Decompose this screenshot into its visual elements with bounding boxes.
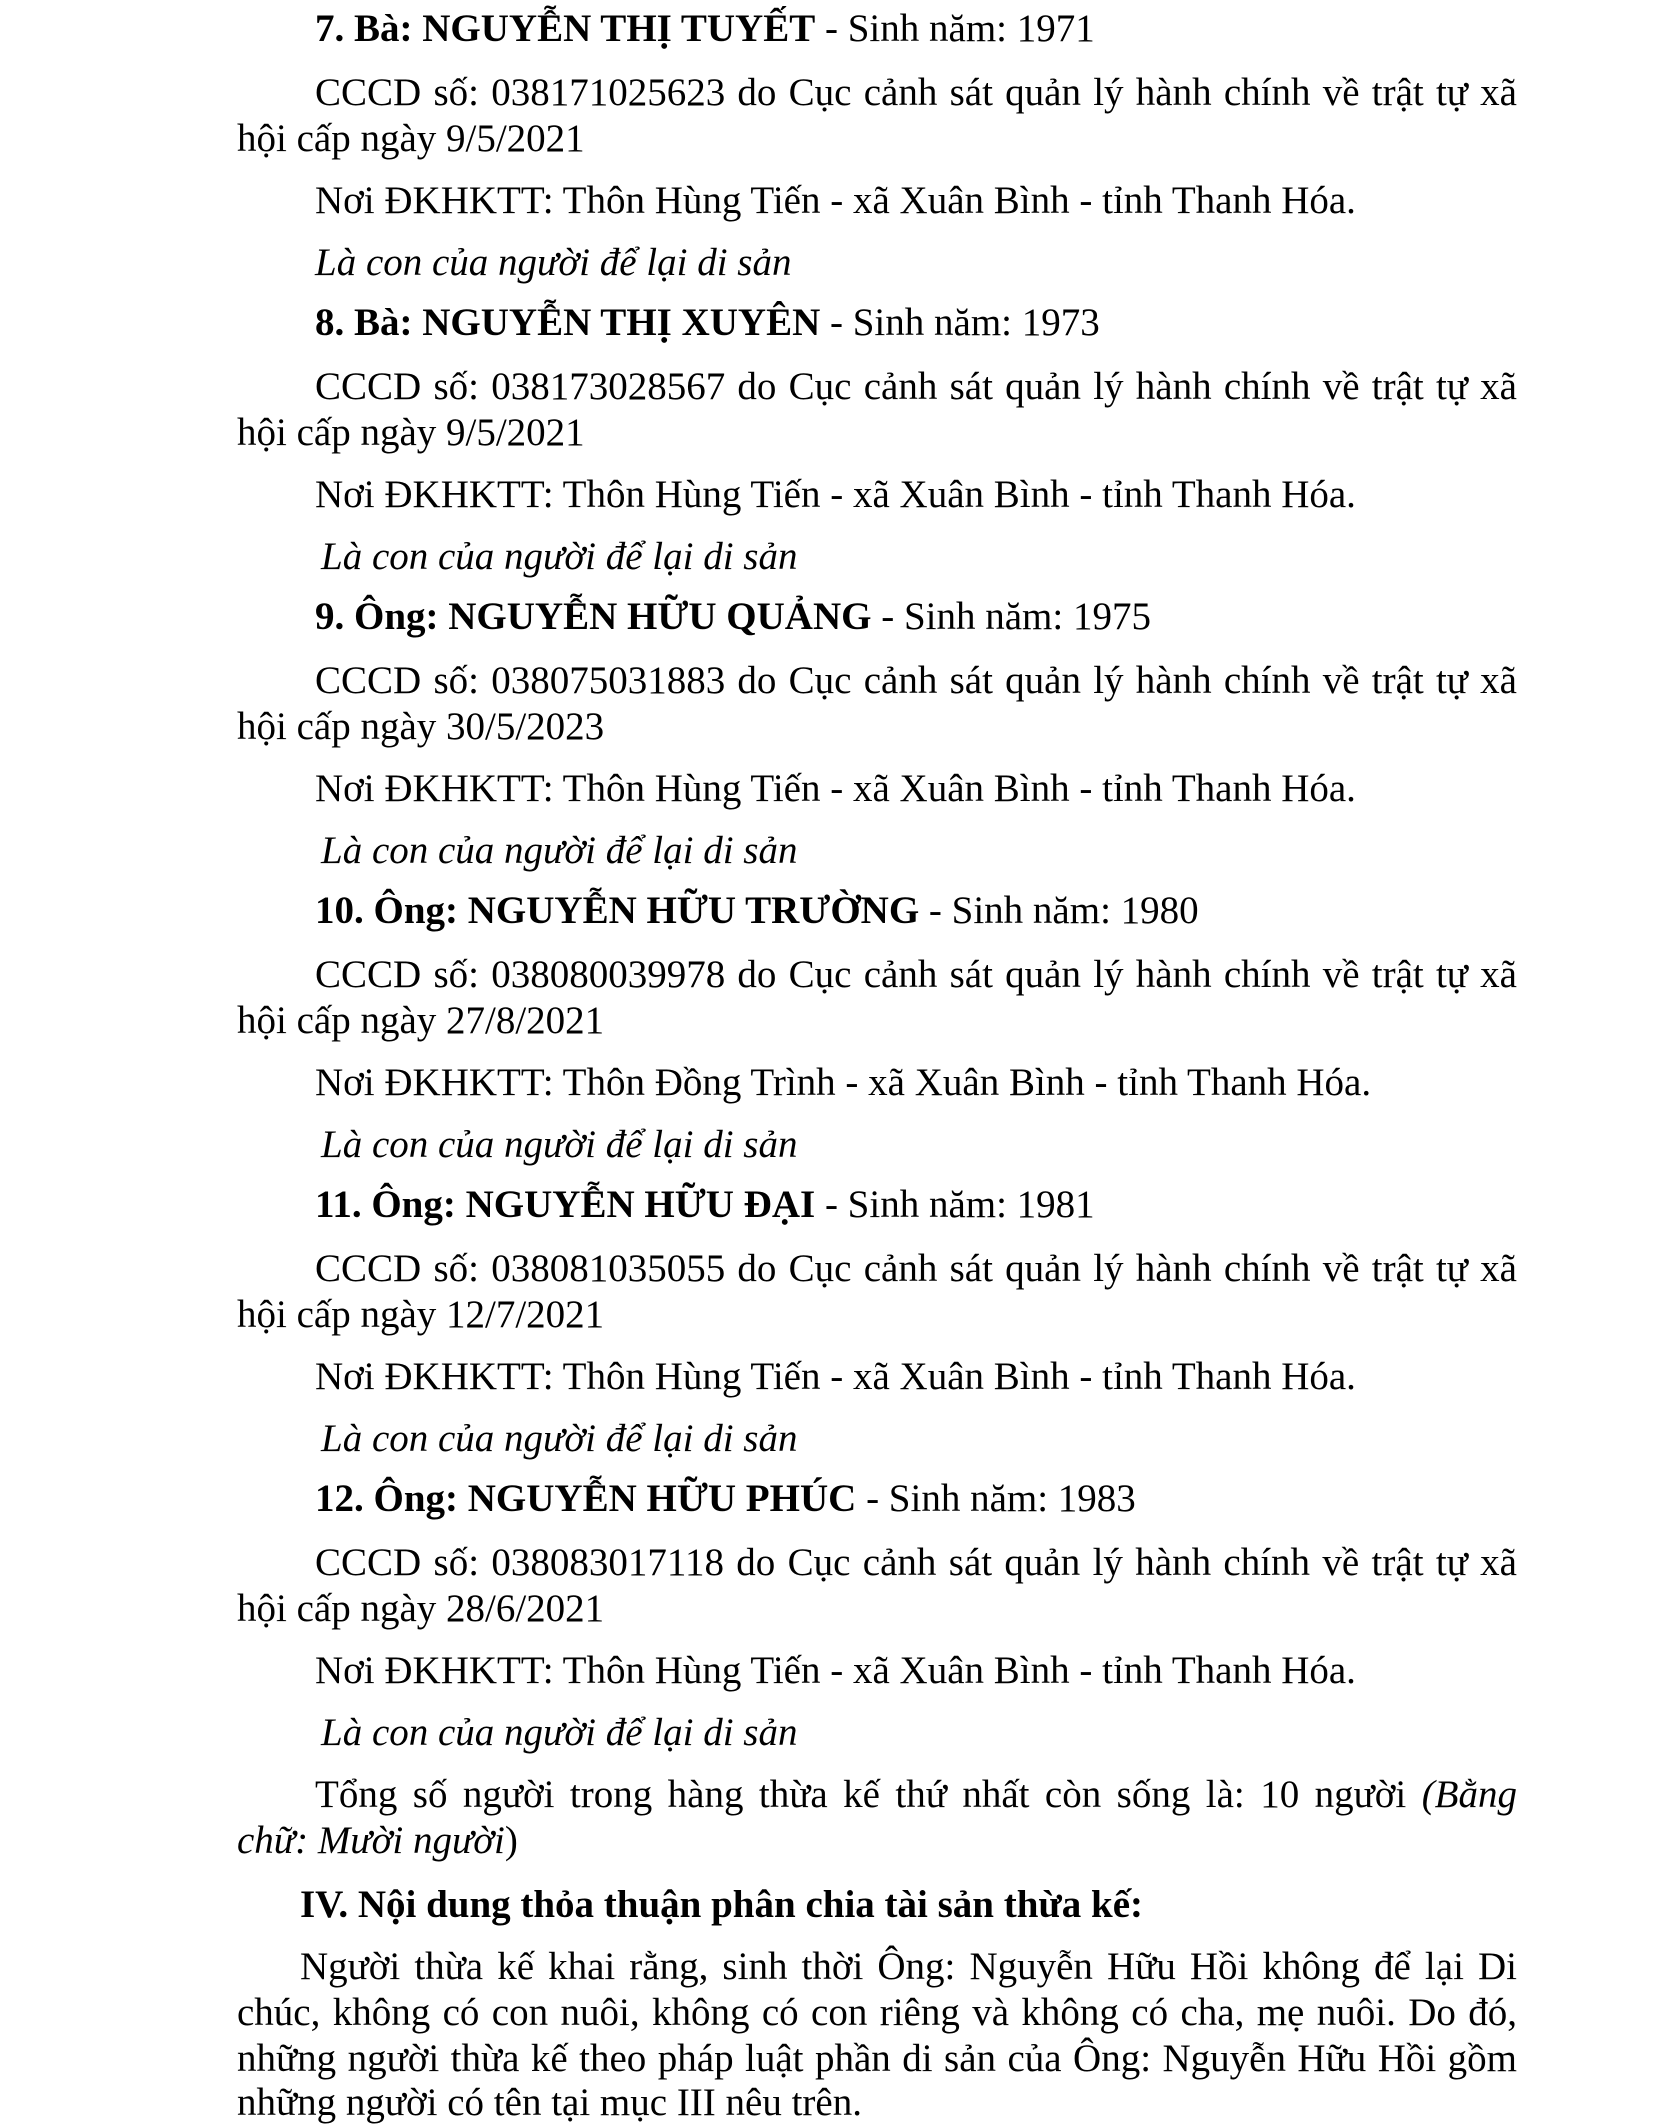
person-address: Nơi ĐKHKTT: Thôn Hùng Tiến - xã Xuân Bình - tỉnh Thanh Hóa. (315, 767, 1356, 810)
section-paragraph-line: những người thừa kế theo pháp luật phần di sản của Ông: Nguyễn Hữu Hồi gồm (237, 2037, 1517, 2080)
section-paragraph-line: những người có tên tại mục III nêu trên. (237, 2081, 862, 2124)
person-cccd-date: hội cấp ngày 9/5/2021 (237, 117, 585, 160)
person-heading (315, 4, 1095, 54)
person-number: 10. Ông: (315, 889, 459, 932)
person-cccd-date: hội cấp ngày 12/7/2021 (237, 1293, 605, 1336)
total-text: Tổng số người trong hàng thừa kế thứ nhất còn sống là: 10 người (315, 1773, 1422, 1816)
person-cccd-date: hội cấp ngày 28/6/2021 (237, 1587, 605, 1630)
section-paragraph-line: chúc, không có con nuôi, không có con riêng và không có cha, mẹ nuôi. Do đó, (237, 1991, 1517, 2034)
person-cccd: CCCD số: 038081035055 do Cục cảnh sát quản lý hành chính về trật tự xã (315, 1247, 1517, 1290)
person-address: Nơi ĐKHKTT: Thôn Hùng Tiến - xã Xuân Bình - tỉnh Thanh Hóa. (315, 473, 1356, 516)
person-number: 7. Bà: (315, 7, 413, 50)
total-words-open: (Bằng (1421, 1773, 1517, 1816)
section-heading: IV. Nội dung thỏa thuận phân chia tài sản thừa kế: (300, 1883, 1144, 1926)
person-heading (315, 886, 1199, 936)
person-number: 8. Bà: (315, 301, 413, 344)
section-paragraph-line: Người thừa kế khai rằng, sinh thời Ông: Nguyễn Hữu Hồi không để lại Di (300, 1945, 1517, 1988)
person-relation: Là con của người để lại di sản (315, 241, 792, 284)
person-birth: - Sinh năm: 1975 (871, 595, 1151, 638)
person-number: 11. Ông: (315, 1183, 456, 1226)
person-relation: Là con của người để lại di sản (321, 1417, 798, 1460)
person-relation: Là con của người để lại di sản (321, 535, 798, 578)
person-address: Nơi ĐKHKTT: Thôn Hùng Tiến - xã Xuân Bình - tỉnh Thanh Hóa. (315, 1649, 1356, 1692)
person-address: Nơi ĐKHKTT: Thôn Đồng Trình - xã Xuân Bình - tỉnh Thanh Hóa. (315, 1061, 1372, 1104)
person-address: Nơi ĐKHKTT: Thôn Hùng Tiến - xã Xuân Bình - tỉnh Thanh Hóa. (315, 1355, 1356, 1398)
person-cccd: CCCD số: 038173028567 do Cục cảnh sát quản lý hành chính về trật tự xã (315, 365, 1517, 408)
person-heading (315, 298, 1100, 348)
person-birth: - Sinh năm: 1981 (815, 1183, 1095, 1226)
person-name: NGUYỄN HỮU QUẢNG (448, 595, 872, 638)
total-words-line (237, 1816, 518, 1866)
person-name: NGUYỄN HỮU PHÚC (467, 1477, 857, 1520)
person-birth: - Sinh năm: 1973 (820, 301, 1100, 344)
person-cccd-date: hội cấp ngày 30/5/2023 (237, 705, 605, 748)
person-birth: - Sinh năm: 1980 (919, 889, 1199, 932)
person-cccd: CCCD số: 038083017118 do Cục cảnh sát quản lý hành chính về trật tự xã (315, 1541, 1517, 1584)
person-birth: - Sinh năm: 1971 (815, 7, 1095, 50)
total-words: chữ: Mười người (237, 1819, 505, 1862)
total-line (315, 1770, 1517, 1820)
person-number: 12. Ông: (315, 1477, 459, 1520)
person-heading (315, 1474, 1136, 1524)
person-name: NGUYỄN THỊ TUYẾT (422, 7, 816, 50)
person-cccd: CCCD số: 038075031883 do Cục cảnh sát quản lý hành chính về trật tự xã (315, 659, 1517, 702)
person-address: Nơi ĐKHKTT: Thôn Hùng Tiến - xã Xuân Bình - tỉnh Thanh Hóa. (315, 179, 1356, 222)
person-relation: Là con của người để lại di sản (321, 829, 798, 872)
person-name: NGUYỄN HỮU TRƯỜNG (467, 889, 920, 932)
person-cccd: CCCD số: 038171025623 do Cục cảnh sát quản lý hành chính về trật tự xã (315, 71, 1517, 114)
person-name: NGUYỄN HỮU ĐẠI (465, 1183, 816, 1226)
person-relation: Là con của người để lại di sản (321, 1123, 798, 1166)
person-birth: - Sinh năm: 1983 (856, 1477, 1136, 1520)
person-heading (315, 592, 1151, 642)
person-name: NGUYỄN THỊ XUYÊN (422, 301, 821, 344)
person-cccd-date: hội cấp ngày 27/8/2021 (237, 999, 605, 1042)
person-relation: Là con của người để lại di sản (321, 1711, 798, 1754)
total-words-close: ) (504, 1819, 518, 1862)
person-heading (315, 1180, 1095, 1230)
person-cccd-date: hội cấp ngày 9/5/2021 (237, 411, 585, 454)
person-cccd: CCCD số: 038080039978 do Cục cảnh sát quản lý hành chính về trật tự xã (315, 953, 1517, 996)
person-number: 9. Ông: (315, 595, 439, 638)
